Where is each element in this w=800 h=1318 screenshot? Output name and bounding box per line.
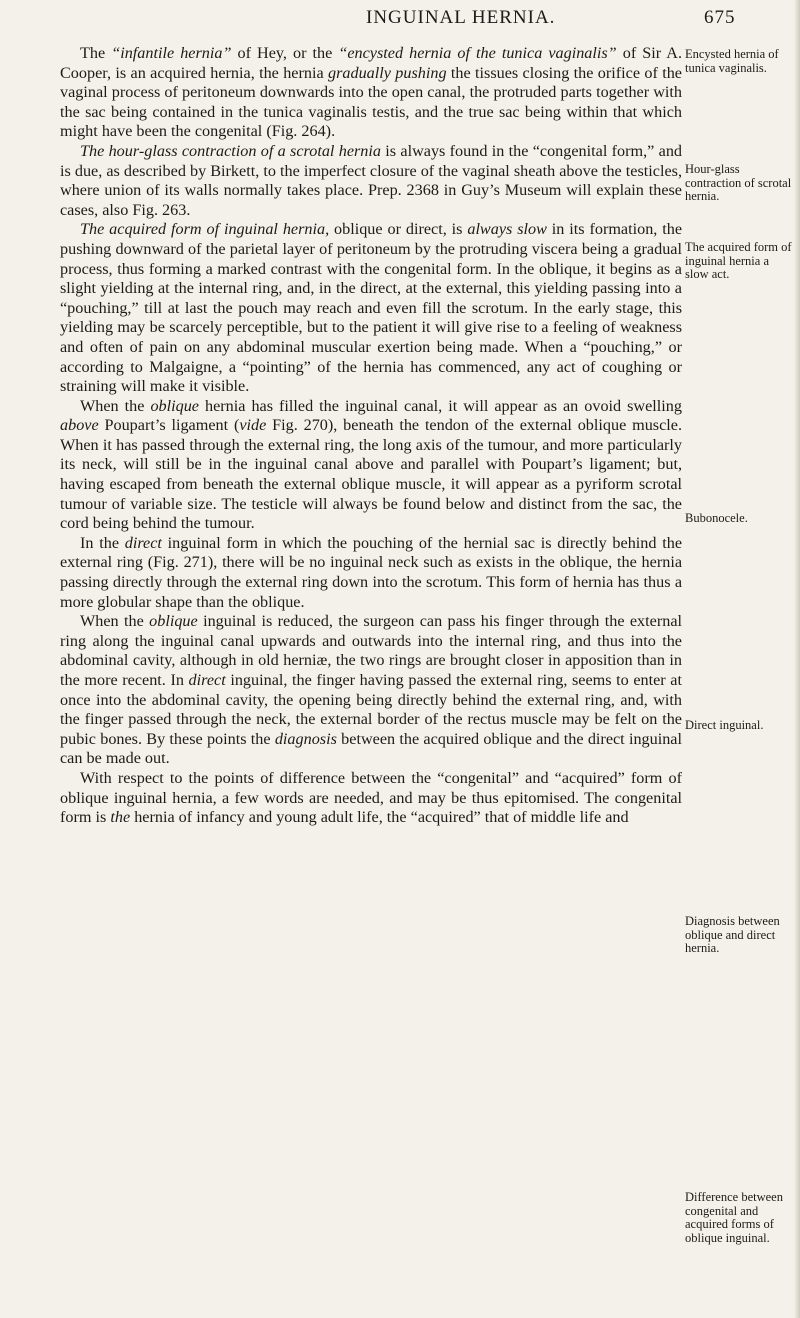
italic-text: “infantile hernia” xyxy=(111,44,232,62)
text-run: between the acquired oblique and the direct inguinal can be made out. xyxy=(60,729,682,768)
text-run: Poupart’s ligament ( xyxy=(98,416,240,435)
paragraph xyxy=(60,534,682,612)
italic-text: vide xyxy=(239,416,267,435)
italic-text: direct xyxy=(124,533,162,552)
margin-note-difference: Difference between congenital and acquired forms of oblique inguinal. xyxy=(685,1190,783,1245)
running-head-title: INGUINAL HERNIA. xyxy=(366,7,556,28)
text-run: hernia has filled the inguinal canal, it will appear as an ovoid swelling xyxy=(199,396,682,415)
italic-text: The hour-glass contraction of a scrotal hernia xyxy=(80,141,381,160)
italic-text: direct xyxy=(188,671,226,689)
italic-text: “encysted hernia of the tunica vaginalis” xyxy=(338,44,617,62)
paragraph xyxy=(60,220,682,396)
margin-note-encysted: Encysted hernia of tunica vaginalis. xyxy=(685,47,779,75)
margin-note-bubonocele: Bubonocele. xyxy=(685,511,748,525)
text-run: With respect to the points of difference between the “congenital” and “acquired” form of oblique inguinal hernia, a few words are needed, and may be thus epitomised. The congenital form is xyxy=(60,768,682,827)
text-run: of Hey, or the xyxy=(231,44,339,62)
paragraph xyxy=(60,397,682,534)
italic-text: oblique xyxy=(149,612,198,631)
margin-note-diagnosis: Diagnosis between oblique and direct hernia. xyxy=(685,914,780,955)
text-run: the tissues closing the orifice of the vaginal process of peritoneum downwards into the open canal, the protruded parts together with the sac being contained in the tunica vaginalis testis, and the true sac being within that which might have been the congenital (Fig. 264). xyxy=(60,63,682,141)
text-run: hernia of infancy and young adult life, the “acquired” that of middle life and xyxy=(130,808,629,827)
text-run: When the xyxy=(80,612,150,631)
italic-text: The acquired form of inguinal hernia, xyxy=(80,220,330,239)
page-number: 675 xyxy=(704,7,736,28)
paragraph xyxy=(60,612,682,769)
text-run: inguinal is reduced, the surgeon can pass his finger through the external ring along the inguinal canal upwards and outwards into the internal ring, and thus into the abdominal cavity, although in old herniæ, the two rings are brought closer in apposition than in the more recent. In xyxy=(60,612,683,689)
text-run: The xyxy=(80,44,112,62)
margin-note-hour-glass: Hour-glass contraction of scrotal hernia. xyxy=(685,162,792,203)
italic-text: the xyxy=(110,808,131,827)
italic-text: gradually pushing xyxy=(328,63,447,82)
page-edge-shadow xyxy=(794,0,800,1318)
paragraph xyxy=(60,44,682,142)
italic-text: diagnosis xyxy=(274,729,337,748)
paragraph xyxy=(60,142,682,220)
margin-note-direct: Direct inguinal. xyxy=(685,718,764,732)
text-run: inguinal form in which the pouching of the hernial sac is directly behind the external ring (Fig. 271), there will be no inguinal neck such as exists in the oblique, the hernia passing directly through the external ring down into the scrotum. This form of hernia has thus a more globular shape than the oblique. xyxy=(60,533,683,611)
text-run: In the xyxy=(80,533,125,552)
italic-text: always slow xyxy=(467,220,547,239)
paragraph xyxy=(60,769,682,828)
body-text xyxy=(60,44,682,828)
margin-note-acquired: The acquired form of inguinal hernia a slow act. xyxy=(685,240,792,281)
text-run: in its formation, the pushing downward of the parietal layer of peritoneum by the protruding viscera being a gradual process, thus forming a marked contrast with the congenital form. In the oblique, it begins as a slight yielding at the internal ring, and, in the direct, at the external, this yielding passing into a “pouching,” till at last the pouch may reach and even fill the scrotum. In the early stage, this yielding may be scarcely perceptible, but to the patient it will give rise to a feeling of weakness and often of pain on any abdominal muscular exertion being made. When a “pouching,” or according to Malgaigne, a “pointing” of the hernia has commenced, any act of coughing or straining will make it visible. xyxy=(60,220,683,396)
italic-text: oblique xyxy=(150,396,199,415)
text-run: inguinal, the finger having passed the external ring, seems to enter at once into the abdominal cavity, the opening being directly behind the external ring, and, with the finger passed through the neck, the external border of the rectus muscle may be felt on the pubic bones. By these points the xyxy=(60,671,682,748)
text-run: When the xyxy=(80,396,151,415)
text-run: of Sir A. Cooper, is an acquired hernia, the hernia xyxy=(60,44,683,82)
text-run: is always found in the “congenital form,” and is due, as described by Birkett, to the imperfect closure of the vaginal sheath above the testicles, where union of its walls normally takes place. Prep. 2368 in Guy’s Museum will explain these cases, also Fig. 263. xyxy=(60,141,683,219)
italic-text: above xyxy=(60,416,99,435)
text-run: Fig. 270), beneath the tendon of the external oblique muscle. When it has passed through the external ring, the long axis of the tumour, and more particularly its neck, will still be in the inguinal canal above and parallel with Poupart’s ligament; but, having escaped from beneath the external oblique muscle, it will appear as a pyriform scrotal tumour of variable size. The testicle will always be found below and distinct from the sac, the cord being behind the tumour. xyxy=(60,416,682,533)
text-run: oblique or direct, is xyxy=(329,220,468,239)
